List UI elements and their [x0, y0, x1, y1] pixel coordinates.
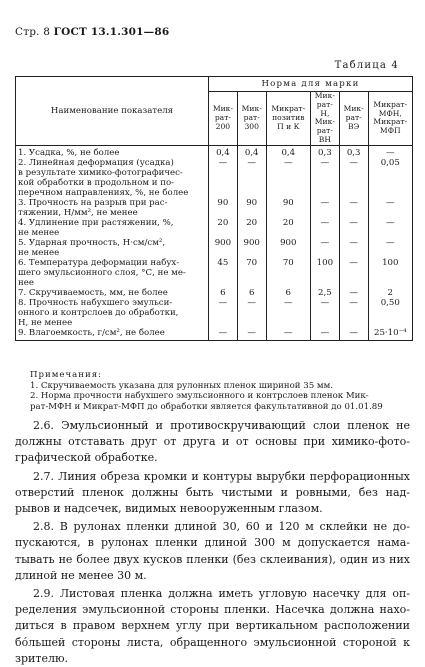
spec-table: [15, 76, 413, 341]
table-row: [16, 288, 413, 298]
table-row: [16, 218, 413, 238]
table-row: [16, 158, 413, 198]
norm-value: 900: [237, 238, 266, 258]
norm-value: —: [310, 158, 339, 198]
norm-value: 20: [209, 218, 238, 238]
paragraph: 2.6. Эмульсионный и противоскручивающий слои пленок не должны отставать друг от друга и от основы при химико-фото-графической обработке.: [15, 419, 410, 465]
norm-value: 0,3: [310, 145, 339, 158]
norm-value: —: [368, 145, 412, 158]
norm-value: —: [209, 158, 238, 198]
norm-value: 20: [266, 218, 310, 238]
table-row: [16, 328, 413, 338]
paragraph: 2.8. В рулонах пленки длиной 30, 60 и 120 м склейки не до-пускаются, в рулонах пленки длиной 300 м допускается нама-тывать не более двух кусков пленки (без склеивания), один из них длиной не менее 30 м.: [15, 520, 410, 582]
norm-value: 6: [237, 288, 266, 298]
norm-value: 900: [209, 238, 238, 258]
norm-value: —: [310, 328, 339, 338]
norm-value: —: [339, 218, 368, 238]
norm-value: —: [310, 298, 339, 328]
norm-value: 90: [237, 198, 266, 218]
column-header-mark: Мик- рат- ВЭ: [339, 92, 368, 146]
column-header-mark: Мик- рат- 300: [237, 92, 266, 146]
page-header: [15, 26, 169, 38]
norm-value: 900: [266, 238, 310, 258]
note-item: 1. Скручиваемость указана для рулонных пленок шириной 35 мм.: [30, 380, 333, 391]
table-row: [16, 258, 413, 288]
norm-value: —: [266, 328, 310, 338]
column-header-norm: Норма для марки: [209, 77, 413, 92]
norm-value: 90: [266, 198, 310, 218]
parameter-name: 8. Прочность набухшего эмульси- онного и контрслоев до обработки, Н, не менее: [16, 298, 209, 328]
parameter-name: 2. Линейная деформация (усадка) в результате химико-фотографичес- кой обработки в продольном и по- перечном направлениях, %, не более: [16, 158, 209, 198]
norm-value: 0,3: [339, 145, 368, 158]
norm-value: 0,05: [368, 158, 412, 198]
column-header-mark: Мик- рат- Н, Мик- рат- ВН: [310, 92, 339, 146]
norm-value: —: [368, 238, 412, 258]
norm-value: 0,4: [237, 145, 266, 158]
norm-value: 6: [209, 288, 238, 298]
parameter-name: 5. Ударная прочность, Н·см/см², не менее: [16, 238, 209, 258]
norm-value: 0,4: [266, 145, 310, 158]
standard-code: ГОСТ 13.1.301—86: [53, 26, 170, 38]
norm-value: 90: [209, 198, 238, 218]
column-header-name: Наименование показателя: [16, 77, 209, 146]
parameter-name: 9. Влагоемкость, г/см², не более: [16, 328, 209, 338]
parameter-name: 1. Усадка, %, не более: [16, 145, 209, 158]
norm-value: —: [310, 218, 339, 238]
parameter-name: 3. Прочность на разрыв при рас- тяжении, Н/мм², не менее: [16, 198, 209, 218]
norm-value: 20: [237, 218, 266, 238]
norm-value: —: [339, 328, 368, 338]
norm-value: 2,5: [310, 288, 339, 298]
page-number: Стр. 8: [15, 26, 51, 38]
table-row: [16, 298, 413, 328]
table-notes: [30, 370, 410, 412]
norm-value: 25·10⁻⁴: [368, 328, 412, 338]
table-row: [16, 198, 413, 218]
norm-value: 70: [266, 258, 310, 288]
norm-value: —: [237, 298, 266, 328]
norm-value: —: [339, 238, 368, 258]
norm-value: —: [368, 218, 412, 238]
norm-value: —: [209, 328, 238, 338]
norm-value: 100: [310, 258, 339, 288]
column-header-mark: Микрат- позитив П и К: [266, 92, 310, 146]
norm-value: —: [339, 258, 368, 288]
norm-value: 0,4: [209, 145, 238, 158]
body-text: [15, 418, 410, 667]
norm-value: —: [266, 298, 310, 328]
norm-value: 6: [266, 288, 310, 298]
parameter-name: 4. Удлинение при растяжении, %, не менее: [16, 218, 209, 238]
paragraph: 2.9. Листовая пленка должна иметь угловую насечку для оп-ределения эмульсионной стороны пленки. Насечка должна нахо-диться в правом верхнем углу при вертикальном расположении бо́льшей стороны листа, обращенного эмульсионной стороной к зрителю.: [15, 587, 410, 665]
norm-value: 45: [209, 258, 238, 288]
column-header-mark: Микрат- МФН, Микрат- МФП: [368, 92, 412, 146]
norm-value: —: [368, 198, 412, 218]
norm-value: —: [339, 298, 368, 328]
norm-value: —: [209, 298, 238, 328]
norm-value: —: [237, 158, 266, 198]
parameter-name: 6. Температура деформации набух- шего эмульсионного слоя, °С, не ме- нее: [16, 258, 209, 288]
norm-value: 100: [368, 258, 412, 288]
norm-value: —: [310, 198, 339, 218]
norm-value: 70: [237, 258, 266, 288]
norm-value: —: [310, 238, 339, 258]
norm-value: —: [339, 158, 368, 198]
table-title: Таблица 4: [334, 60, 399, 71]
norm-value: —: [339, 198, 368, 218]
norm-value: —: [266, 158, 310, 198]
notes-title: Примечания:: [30, 370, 103, 380]
norm-value: —: [237, 328, 266, 338]
paragraph: 2.7. Линия обреза кромки и контуры вырубки перфорационных отверстий пленок должны быть чистыми и ровными, без над-рывов и надсечек, видимых невооруженным глазом.: [15, 469, 410, 516]
column-header-mark: Мик- рат- 200: [209, 92, 238, 146]
table-row: [16, 145, 413, 158]
parameter-name: 7. Скручиваемость, мм, не более: [16, 288, 209, 298]
norm-value: —: [339, 288, 368, 298]
norm-value: 0,50: [368, 298, 412, 328]
table-row: [16, 238, 413, 258]
norm-value: 2: [368, 288, 412, 298]
note-item: 2. Норма прочности набухшего эмульсионного и контрслоев пленок Мик- рат-МФН и Микрат-МФП до обработки является факультативной до 01.01.89: [30, 391, 383, 412]
